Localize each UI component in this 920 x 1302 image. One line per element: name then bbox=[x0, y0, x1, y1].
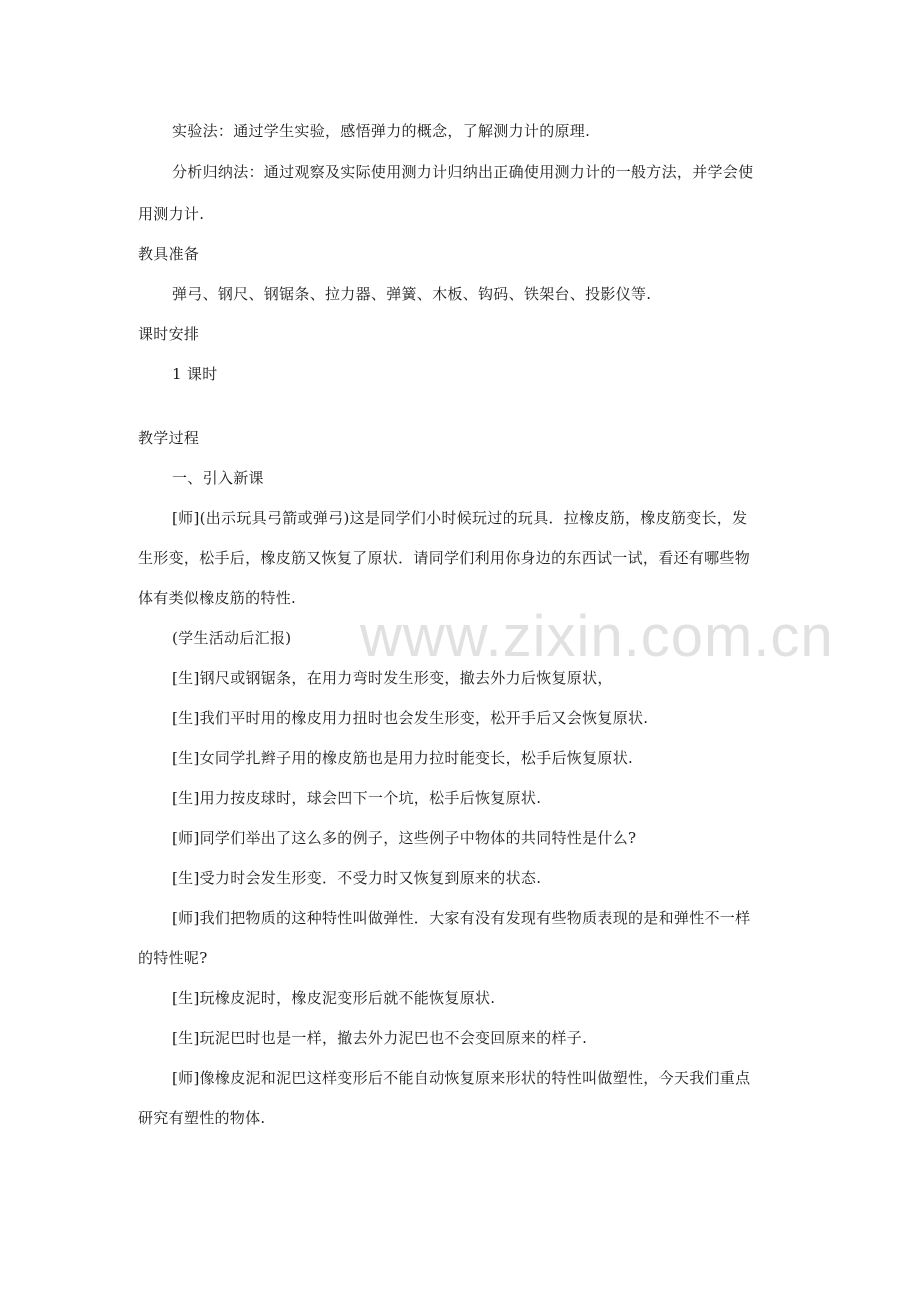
method-analysis-line1: 分析归纳法：通过观察及实际使用测力计归纳出正确使用测力计的一般方法，并学会使 bbox=[172, 163, 754, 181]
paragraph-line: [师]像橡皮泥和泥巴这样变形后不能自动恢复原来形状的特性叫做塑性，今天我们重点 bbox=[172, 1069, 751, 1087]
paragraph-line: 生形变，松手后，橡皮筋又恢复了原状．请同学们利用你身边的东西试一试，看还有哪些物 bbox=[138, 549, 751, 567]
paragraph-line: [生]受力时会发生形变．不受力时又恢复到原来的状态. bbox=[172, 869, 542, 887]
paragraph-line: [生]用力按皮球时，球会凹下一个坑，松手后恢复原状. bbox=[172, 789, 542, 807]
method-analysis-line2: 用测力计. bbox=[138, 205, 205, 223]
heading-teaching-aids: 教具准备 bbox=[138, 245, 200, 263]
paragraph-line: [生]钢尺或钢锯条，在用力弯时发生形变，撤去外力后恢复原状， bbox=[172, 669, 613, 687]
paragraph-line: [师]同学们举出了这么多的例子，这些例子中物体的共同特性是什么? bbox=[172, 829, 637, 847]
heading-teaching-process: 教学过程 bbox=[138, 429, 200, 447]
method-experiment: 实验法：通过学生实验，感悟弹力的概念，了解测力计的原理. bbox=[172, 122, 591, 140]
paragraph-line: 体有类似橡皮筋的特性. bbox=[138, 589, 297, 607]
paragraph-line: [生]玩泥巴时也是一样，撤去外力泥巴也不会变回原来的样子. bbox=[172, 1029, 588, 1047]
section-introduction: 一、引入新课 bbox=[172, 469, 264, 487]
schedule-value: 1 课时 bbox=[172, 365, 218, 383]
paragraph-line: (学生活动后汇报) bbox=[172, 629, 292, 647]
paragraph-line: [生]我们平时用的橡皮用力扭时也会发生形变，松开手后又会恢复原状. bbox=[172, 709, 649, 727]
heading-schedule: 课时安排 bbox=[138, 325, 200, 343]
paragraph-line: 研究有塑性的物体. bbox=[138, 1109, 266, 1127]
teaching-aids-list: 弹弓、钢尺、钢锯条、拉力器、弹簧、木板、钩码、铁架台、投影仪等. bbox=[172, 285, 652, 303]
paragraph-line: [师]我们把物质的这种特性叫做弹性．大家有没有发现有些物质表现的是和弹性不一样 bbox=[172, 909, 751, 927]
paragraph-line: 的特性呢? bbox=[138, 949, 208, 967]
watermark: www.zixin.com.cn bbox=[360, 604, 834, 669]
paragraph-line: [师](出示玩具弓箭或弹弓)这是同学们小时候玩过的玩具．拉橡皮筋，橡皮筋变长，发 bbox=[172, 509, 748, 527]
paragraph-line: [生]女同学扎辫子用的橡皮筋也是用力拉时能变长，松手后恢复原状. bbox=[172, 749, 634, 767]
paragraph-line: [生]玩橡皮泥时，橡皮泥变形后就不能恢复原状. bbox=[172, 989, 496, 1007]
